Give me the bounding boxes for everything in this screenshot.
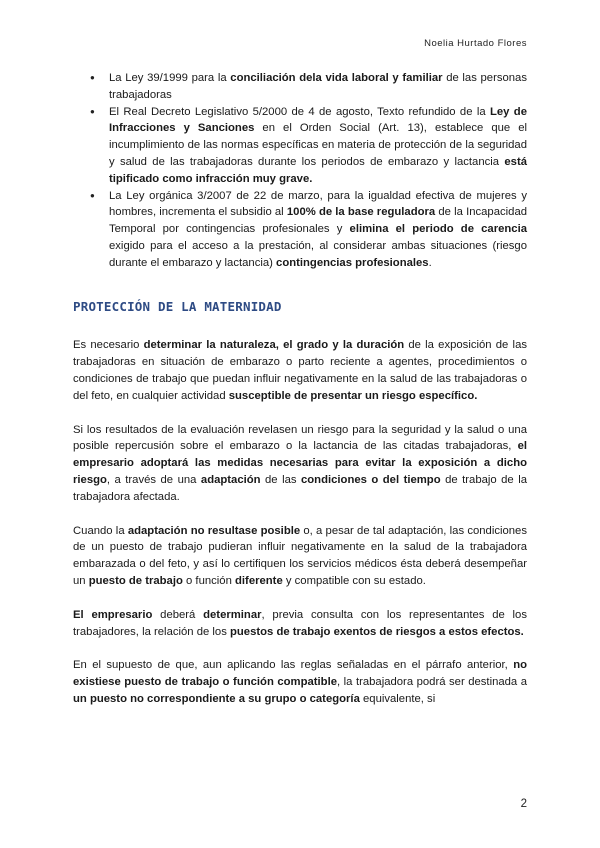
text-run: de la Incapacidad Temporal por contingencias profesionales y [109, 206, 528, 236]
bold-text: 100% de la base reguladora [286, 206, 436, 219]
text-run: de las [260, 473, 301, 486]
text-run: Si los resultados de la evaluación revelasen un riesgo para la seguridad y la salud o una posible repercusión sobre el embarazo o la lactancia de las citadas trabajadoras, [73, 423, 527, 453]
paragraph [73, 422, 527, 506]
bold-text: diferente [235, 574, 283, 587]
paragraph [73, 657, 527, 707]
list-item [73, 104, 527, 188]
bold-text: adaptación no resultase posible [127, 524, 301, 537]
bold-text: determinar [203, 608, 262, 621]
bold-text: el empresario adoptará las medidas necesarias para evitar la exposición a dicho riesgo [73, 440, 527, 486]
bold-text: puesto de trabajo [88, 574, 183, 587]
section-title: PROTECCIÓN DE LA MATERNIDAD [73, 298, 282, 314]
paragraph [73, 337, 527, 404]
text-run: , previa consulta con los representantes de los trabajadores, la relación de los [73, 608, 527, 638]
text-run: de la exposición de las trabajadoras en situación de embarazo o parto reciente a agentes, procedimientos o condiciones de trabajo que puedan influir negativamente en la salud de las trabajadoras o del feto, en cualquier actividad [73, 339, 527, 402]
page-number: 2 [520, 798, 527, 810]
text-run: y compatible con su estado. [282, 574, 426, 587]
bold-text: condiciones o del tiempo [301, 473, 441, 486]
body-paragraphs [73, 337, 527, 707]
page-header-author: Noelia Hurtado Flores [424, 38, 527, 49]
bold-text: susceptible de presentar un riesgo específico. [228, 389, 478, 402]
list-item [73, 188, 527, 272]
paragraph [73, 607, 527, 641]
document-body [73, 70, 527, 725]
bold-text: conciliación dela vida laboral y familiar [230, 72, 443, 84]
bold-text: está tipificado como infracción muy grave. [109, 155, 527, 185]
text-run: Cuando la [73, 524, 128, 537]
text-run: En el supuesto de que, aun aplicando las reglas señaladas en el párrafo anterior, [73, 659, 514, 672]
text-run: deberá [152, 608, 204, 621]
text-run: La Ley 39/1999 para la [109, 72, 231, 84]
text-run: . [428, 256, 432, 269]
bold-text: contingencias profesionales [276, 256, 429, 269]
text-run: o función [182, 574, 236, 587]
text-run: o, a pesar de tal adaptación, las condiciones de un puesto de trabajo pudieran influir negativamente en la salud de la trabajadora embarazada o del feto, y así lo certifiquen los servicios médicos ésta deberá desempeñar un [73, 524, 527, 587]
bold-text: no existiese puesto de trabajo o función compatible [73, 659, 527, 689]
legislation-list [73, 70, 527, 272]
text-run: , la trabajadora podrá ser destinada a [337, 676, 528, 689]
bold-text: un puesto no correspondiente a su grupo o categoría [73, 692, 360, 705]
bold-text: puestos de trabajo exentos de riesgos a estos efectos. [230, 625, 524, 638]
paragraph [73, 523, 527, 590]
bold-text: El empresario [73, 608, 153, 621]
text-run: de las personas trabajadoras [109, 72, 527, 101]
text-run: El Real Decreto Legislativo 5/2000 de 4 de agosto, Texto refundido de la [109, 105, 490, 118]
text-run: Es necesario [73, 339, 144, 352]
text-run: exigido para el acceso a la prestación, al considerar ambas situaciones (riesgo durante el embarazo y lactancia) [109, 239, 527, 269]
list-item [73, 70, 527, 104]
text-run: , a través de una [106, 473, 201, 486]
text-run: equivalente, si [359, 692, 436, 705]
bold-text: adaptación [200, 473, 261, 486]
bold-text: Ley de Infracciones y Sanciones [109, 105, 527, 135]
text-run: en el Orden Social (Art. 13), establece que el incumplimiento de las normas específicas en materia de protección de la seguridad y salud de las trabajadoras durante los periodos de embarazo y lactancia [109, 122, 527, 168]
bold-text: determinar la naturaleza, el grado y la duración [143, 339, 405, 352]
bold-text: elimina el periodo de carencia [349, 223, 527, 236]
text-run: de trabajo de la trabajadora afectada. [73, 473, 527, 503]
text-run: La Ley orgánica 3/2007 de 22 de marzo, para la igualdad efectiva de mujeres y hombres, incrementa el subsidio al [109, 189, 527, 219]
